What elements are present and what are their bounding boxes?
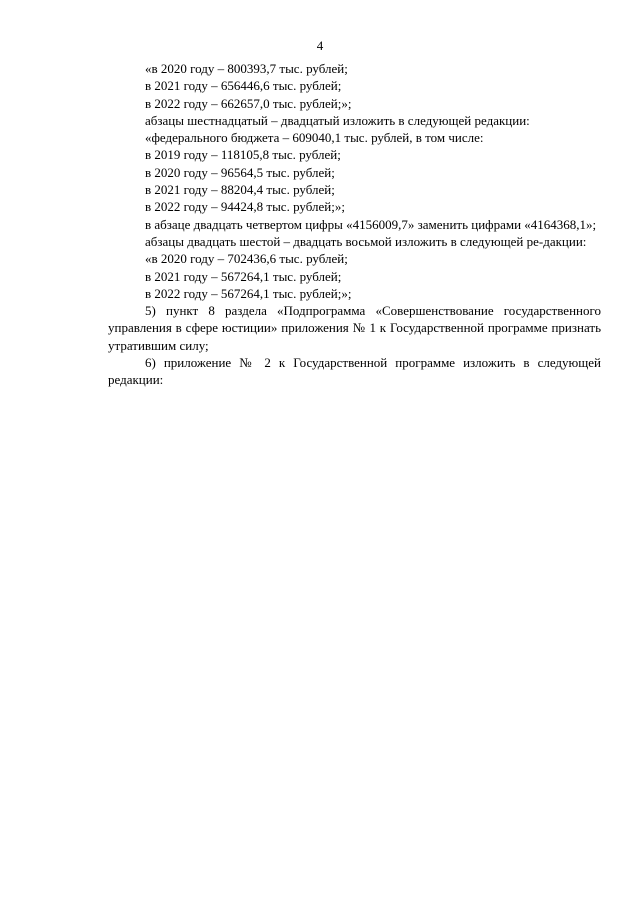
paragraph-amend-26-28: абзацы двадцать шестой – двадцать восьмой изложить в следующей ре-дакции:: [145, 233, 587, 249]
paragraph-federal-budget: «федерального бюджета – 609040,1 тыс. рублей, в том числе:: [145, 130, 484, 146]
paragraph-regional-2022: в 2022 году – 567264,1 тыс. рублей;»;: [145, 285, 352, 301]
paragraph-2021-total: в 2021 году – 656446,6 тыс. рублей;: [145, 78, 342, 94]
page-number: 4: [316, 38, 324, 53]
paragraph-federal-2019: в 2019 году – 118105,8 тыс. рублей;: [145, 147, 341, 163]
paragraph-federal-2021: в 2021 году – 88204,4 тыс. рублей;: [145, 182, 335, 198]
paragraph-2020-total: «в 2020 году – 800393,7 тыс. рублей;: [145, 61, 348, 76]
paragraph-item-5: 5) пункт 8 раздела «Подпрограмма «Совершенствование государственного управления в сфере юстиции» приложения № 1 к Государственной программе признать утратившим силу;: [108, 303, 601, 353]
paragraph-federal-2020: в 2020 году – 96564,5 тыс. рублей;: [145, 164, 335, 180]
paragraph-amend-16-20: абзацы шестнадцатый – двадцатый изложить в следующей редакции:: [145, 112, 530, 128]
paragraph-2022-total: в 2022 году – 662657,0 тыс. рублей;»;: [145, 95, 352, 111]
paragraph-federal-2022: в 2022 году – 94424,8 тыс. рублей;»;: [145, 199, 345, 215]
paragraph-amend-24: в абзаце двадцать четвертом цифры «4156009,7» заменить цифрами «4164368,1»;: [145, 216, 597, 232]
paragraph-item-6: 6) приложение № 2 к Государственной программе изложить в следующей редакции:: [108, 355, 601, 388]
paragraph-regional-2021: в 2021 году – 567264,1 тыс. рублей;: [145, 268, 342, 284]
paragraph-regional-2020: «в 2020 году – 702436,6 тыс. рублей;: [145, 251, 348, 267]
document-body: [108, 60, 601, 389]
